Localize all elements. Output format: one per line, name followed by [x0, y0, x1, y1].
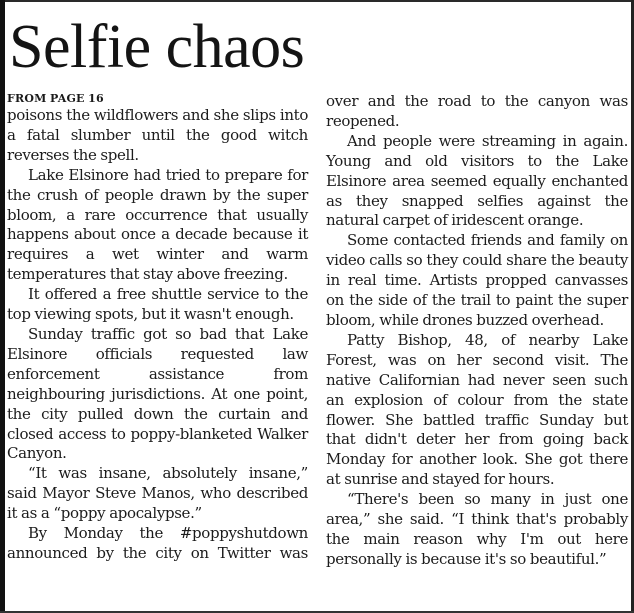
paragraph: Patty Bishop, 48, of nearby Lake Forest, was on her second visit. The native Californian had never seen such an explosion of colour from the state flower. She battled traffic Sunday but that didn't deter her from going back Monday for another look. She got there at sunrise and stayed for hours.: [326, 330, 628, 489]
paragraph: Lake Elsinore had tried to prepare for the crush of people drawn by the super bloom, a rare occurrence that usually happens about once a decade because it requires a wet winter and warm temperatures that stay above freezing.: [7, 165, 308, 284]
paragraph: poisons the wildflowers and she slips into a fatal slumber until the good witch reverses the spell.: [7, 106, 308, 164]
paragraph: Sunday traffic got so bad that Lake Elsinore officials requested law enforcement assistance from neighbouring jurisdictions. At one point, the city pulled down the curtain and closed access to poppy-blanketed Walker Canyon.: [7, 324, 308, 463]
paragraph: And people were streaming in again. Young and old visitors to the Lake Elsinore area seemed equally enchanted as they snapped selfies against the natural carpet of iridescent orange.: [326, 131, 628, 230]
right-column: [326, 92, 628, 570]
clipping-left-border: [0, 0, 5, 613]
left-column: [7, 91, 308, 564]
paragraph: It offered a free shuttle service to the top viewing spots, but it wasn't enough.: [7, 285, 308, 324]
clipping-top-edge: [0, 0, 634, 2]
jump-line: FROM PAGE 16: [7, 92, 104, 105]
paragraph: “There's been so many in just one area,” she said. “I think that's probably the main reason why I'm out here personally is because it's so beautiful.”: [326, 490, 628, 568]
paragraph: By Monday the #poppyshutdown announced by the city on Twitter was: [7, 524, 308, 562]
paragraph: over and the road to the canyon was reopened.: [326, 92, 628, 130]
paragraph: Some contacted friends and family on video calls so they could share the beauty in real time. Artists propped canvasses on the side of the trail to paint the super bloom, while drones buzzed overhead.: [326, 231, 628, 329]
paragraph: “It was insane, absolutely insane,” said Mayor Steve Manos, who described it as a “poppy apocalypse.”: [7, 464, 308, 523]
headline: Selfie chaos: [9, 13, 305, 81]
